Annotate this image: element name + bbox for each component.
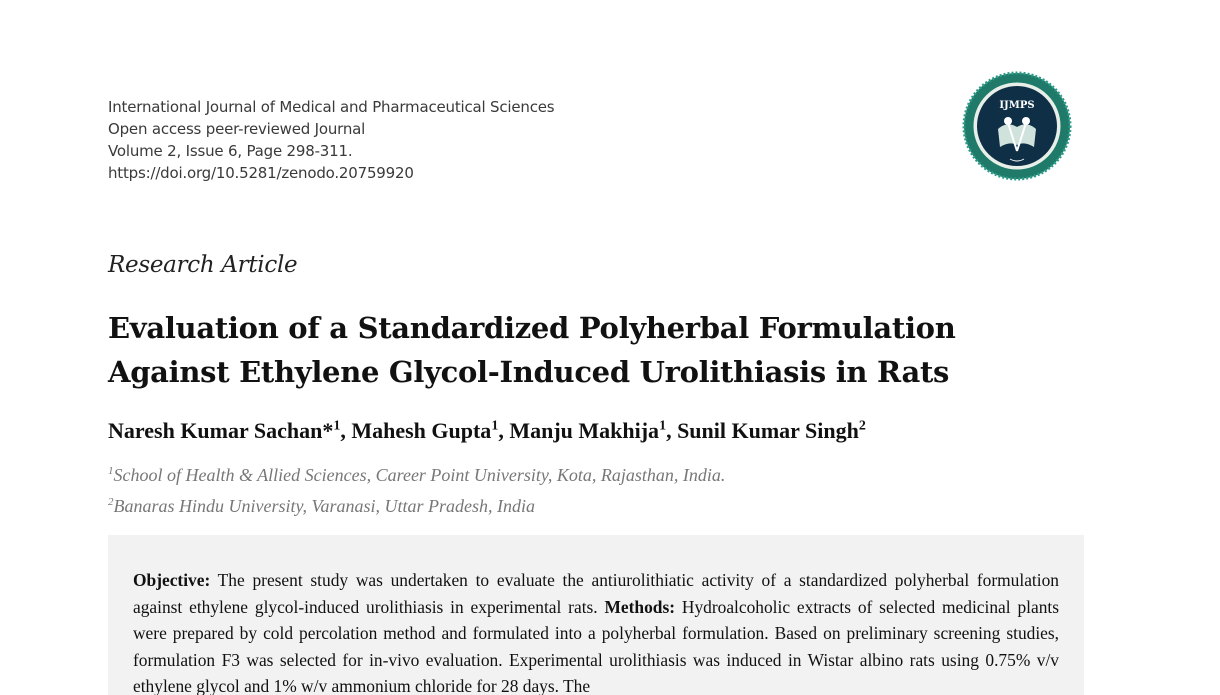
journal-access: Open access peer-reviewed Journal (108, 120, 366, 138)
author-name: Naresh Kumar Sachan* (108, 418, 334, 443)
objective-text: The present study was undertaken to evaluate the antiurolithiatic activity of a standardized polyherbal formulation against ethylene glycol-induced urolithiasis in experimental rats. (133, 570, 1059, 617)
objective-label: Objective: (133, 570, 211, 590)
title-line-2: Against Ethylene Glycol-Induced Urolithiasis in Rats (108, 355, 950, 389)
journal-info (108, 96, 554, 184)
author-affil-mark: 2 (858, 418, 866, 434)
author-affil-mark: 1 (491, 418, 499, 434)
affiliation-text: School of Health & Allied Sciences, Career Point University, Kota, Rajasthan, India. (113, 465, 726, 485)
author-separator: , (666, 418, 678, 443)
article-title (108, 306, 1108, 394)
affiliation-2 (108, 489, 725, 520)
affiliations (108, 458, 725, 520)
affiliation-number: 2 (108, 496, 114, 508)
methods-text: Hydroalcoholic extracts of selected medicinal plants were prepared by cold percolation method and formulated into a polyherbal formulation. Based on preliminary screening studies, formulation F3 was selected for in-vivo evaluation. Experimental urolithiasis was induced in Wistar albino rats using 0.75% v/v ethylene glycol and 1% w/v ammonium chloride for 28 days. The (133, 596, 1059, 695)
journal-volume: Volume 2, Issue 6, Page 298-311. (108, 142, 353, 160)
author-affil-mark: 1 (333, 418, 341, 434)
author-name: Manju Makhija (509, 418, 660, 443)
abstract-box (108, 535, 1084, 695)
author-list (108, 418, 866, 444)
author-separator: , (498, 418, 510, 443)
author-name: Mahesh Gupta (351, 418, 492, 443)
affiliation-number: 1 (108, 465, 114, 477)
journal-name: International Journal of Medical and Pharmaceutical Sciences (108, 98, 555, 116)
affiliation-1 (108, 458, 725, 489)
abstract-text (133, 567, 1059, 695)
author-affil-mark: 1 (659, 418, 667, 434)
journal-doi[interactable]: https://doi.org/10.5281/zenodo.20759920 (108, 164, 414, 182)
title-line-1: Evaluation of a Standardized Polyherbal Formulation (108, 311, 956, 345)
journal-seal-logo (962, 71, 1072, 181)
logo-text: IJMPS (999, 100, 1035, 111)
methods-label: Methods: (604, 596, 676, 617)
author-separator: , (340, 418, 352, 443)
article-type: Research Article (108, 252, 298, 278)
author-name: Sunil Kumar Singh (677, 418, 859, 443)
affiliation-text: Banaras Hindu University, Varanasi, Uttar Pradesh, India (113, 496, 535, 516)
